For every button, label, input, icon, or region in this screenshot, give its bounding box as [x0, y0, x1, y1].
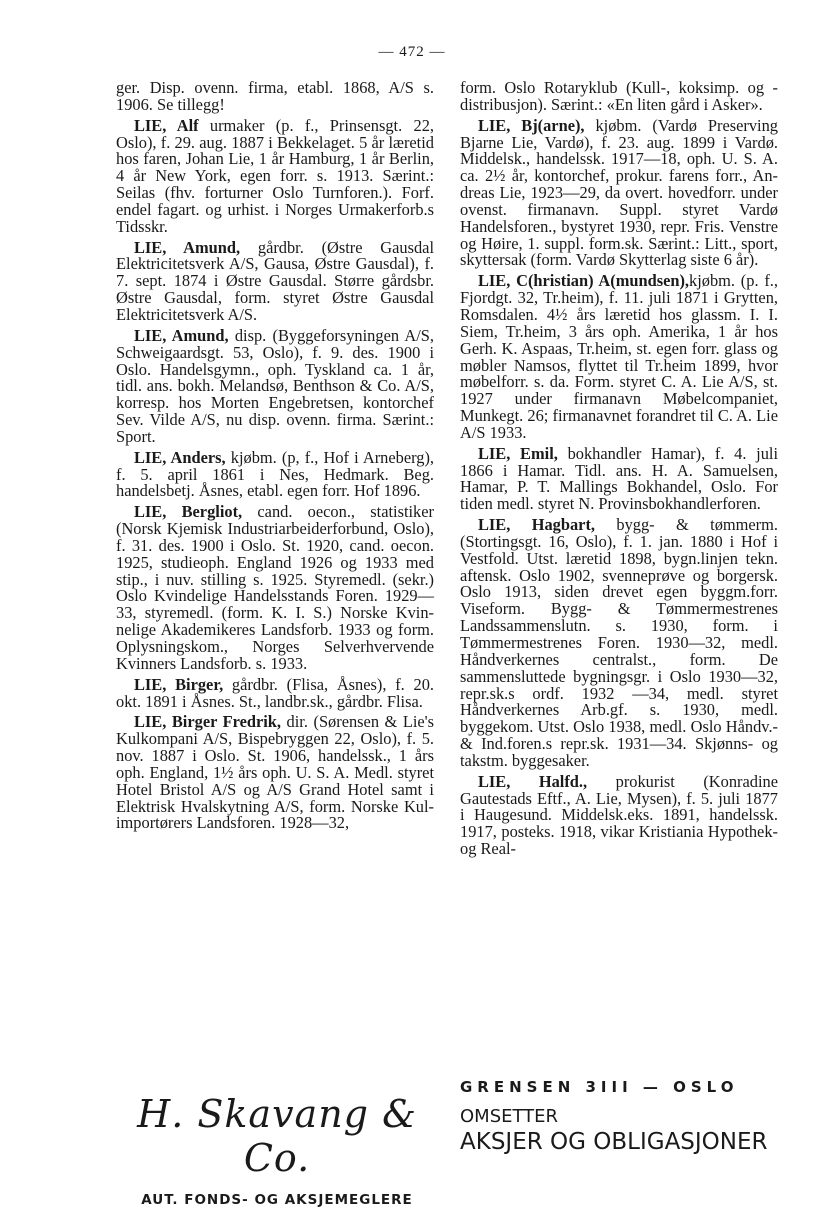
left-column: [116, 80, 434, 836]
entry-name: LIE, Birger,: [134, 674, 224, 694]
entry-text: ger. Disp. ovenn. firma, etabl. 1868, A/S s. 1906. Se tillegg!: [116, 78, 434, 114]
entry-text: kjøbm. (p. f., Fjordgt. 32, Tr.heim), f. 11. juli 1871 i Grytten, Romsdalen. 4½ års læretid hos glassm. I. I. Siem, Tr.heim, 3 års oph. Amerika, 1 år hos Gerh. K. Aspaas, Tr.heim, st. egen forr. glass og møbler Namsos, flyttet til Tr.heim 1899, hvor møbelforr. s. da. Form. styret C. A. Lie A/S, st. 1927 under firmanavn Møbelcompaniet, Munkegt. 26; firmanavnet forandret til C. A. Lie A/S 1933.: [460, 271, 778, 442]
ad-omsetter: OMSETTER: [460, 1106, 559, 1127]
entry-text: form. Oslo Rotaryklub (Kull-, koksimp. og -distribusjon). Særint.: «En liten gård i Asker».: [460, 78, 778, 114]
directory-entry: [460, 517, 778, 770]
directory-entry: [116, 504, 434, 672]
directory-entry: [116, 447, 435, 501]
directory-entry: [116, 325, 434, 446]
page-number: — 472 —: [378, 44, 446, 60]
directory-entry: [116, 674, 434, 711]
entry-name: LIE, Amund,: [134, 237, 241, 257]
skavang-logo: H. Skavang & Co.: [137, 1092, 417, 1180]
grensen-advertisement: [460, 1078, 790, 1155]
directory-entry: [460, 771, 778, 859]
entry-text: prokurist (Konradine Gautestads Eftf., A. Lie, Mysen), f. 5. juli 1877 i Haugesund. Middelsk.eks. 1891, handelssk. 1917, posteks. 1918, vikar Kristiania Hypothek- og Real-: [460, 771, 778, 859]
entry-name: LIE, Bergliot,: [134, 502, 243, 522]
entry-text: kjøbm. (p, f., Hof i Arneberg), f. 5. april 1861 i Nes, Hedmark. Beg. handelsbetj. Åsnes, etabl. egen forr. Hof 1896.: [116, 447, 435, 501]
entry-name: LIE, Emil,: [478, 443, 558, 463]
entry-text: gårdbr. (Flisa, Åsnes), f. 20. okt. 1891 i Åsnes. St., landbr.sk., gårdbr. Flisa.: [116, 674, 434, 711]
ad-aksjer: AKSJER OG OBLIGASJONER: [460, 1129, 768, 1155]
ad-address: GRENSEN 3III — OSLO: [460, 1078, 739, 1096]
entry-name: LIE, Hagbart,: [478, 515, 596, 535]
skavang-advertisement: [116, 1092, 438, 1208]
entry-text: disp. (Byggeforsyningen A/S, Schweigaardsgt. 53, Oslo), f. 9. des. 1900 i Oslo. Handelsgymn., oph. Tyskland ca. 1 år, tidl. ans. bokh. Melandsø, Benthson & Co. A/S, korresp. hos Morten Engebretsen, kontorchef Sev. Vilde A/S, nu disp. ovenn. firma. Særint.: Sport.: [116, 325, 434, 446]
directory-entry: [460, 80, 778, 114]
entry-name: LIE, Amund,: [134, 325, 229, 345]
entry-text: kjøbm. (Vardø Preserving Bjarne Lie, Vardø), f. 23. aug. 1899 i Vardø. Middelsk., handelssk. 1917—18, oph. U. S. A. ca. 2½ år, kontorchef, prokur. farens forr., Andreas Lie, 1923—29, da overt. hovedforr. under ovenst. firmanavn. Suppl. styret Vardø Handelsforen., bystyret 1930, repr. Fris. Venstre og Høire, 1. suppl. form.sk. Særint.: Litt., sport, skyttersak (form. Vardø Skytterlag siste 6 år).: [460, 115, 778, 270]
entry-name: LIE, Anders,: [134, 447, 226, 467]
directory-entry: [460, 115, 778, 270]
entry-text: bygg- & tømmerm. (Stortingsgt. 16, Oslo), f. 1. jan. 1880 i Hof i Vestfold. Utst. læretid 1898, bygn.linjen tekn. aftensk. Oslo 1902, svenneprøve og borgersk. Oslo 1913, siden drevet egen byggm.forr. Viseform. Bygg- & Tømmermestrenes Landssammenslutn. s. 1930, form. i Tømmermestrenes Foren. 1930—32, medl. Håndverkernes centralst., form. De sammensluttede bygningsgr. i Oslo 1930—32, repr.sk.s ordf. 1932 —34, medl. styret Håndverkernes Arb.gf. s. 1930, medl. byggekom. Utst. Oslo 1938, medl. Oslo Håndv.- & Ind.foren.s repr.sk. 1931—34. Skjønns- og takstm. byggesaker.: [460, 515, 778, 770]
entry-name: LIE, Birger Fredrik,: [134, 712, 282, 732]
right-column: [460, 80, 778, 862]
entry-name: LIE, Bj(arne),: [478, 115, 585, 135]
directory-entry: [116, 237, 434, 324]
entry-name: LIE, C(hristian) A(mundsen),: [478, 271, 690, 291]
entry-text: urmaker (p. f., Prinsensgt. 22, Oslo), f. 29. aug. 1887 i Bekkelaget. 5 år læretid hos faren, Johan Lie, 1 år Hamburg, 1 år Berlin, 4 år New York, egen forr. s. 1913. Særint.: Seilas (fhv. forturner Oslo Turnforen.). Forf. endel fagart. og urhist. i Norges Urmakerforb.s Tidsskr.: [116, 115, 434, 236]
entry-text: dir. (Sørensen & Lie's Kulkompani A/S, Bispebryggen 22, Oslo), f. 5. nov. 1887 i Oslo. St. 1906, handelssk., 1 års oph. England, 1½ års oph. U. S. A. Medl. styret Hotel Bristol A/S og A/S Grand Hotel samt i Elektrisk Hvalskytning A/S, form. Norske Kulimportørers Landsforen. 1928—32,: [116, 712, 434, 833]
directory-entry: [460, 273, 778, 441]
directory-entry: [116, 80, 434, 114]
directory-entry: [116, 115, 434, 236]
entry-text: cand. oecon., statistiker (Norsk Kjemisk Industriarbeiderforbund, Oslo), f. 31. des. 1900 i Oslo. St. 1920, cand. oecon. 1925, studieoph. England 1926 og 1933 med stip., i nuv. stilling s. 1925. Styremedl. (sekr.) Oslo Kvindelige Handelsstands Foren. 1929—33, styremedl. (form. K. I. S.) Norske Kvinnelige Akademikeres Landsforb. 1933 og form. Oplysningskom., Norges Selverhvervende Kvinners Landsforb. s. 1933.: [116, 502, 434, 673]
skavang-subtitle: AUT. FONDS- OG AKSJEMEGLERE: [141, 1192, 413, 1208]
entry-name: LIE, Alf: [134, 115, 199, 135]
directory-entry: [460, 443, 779, 514]
entry-name: LIE, Halfd.,: [478, 771, 588, 791]
entry-text: gårdbr. (Østre Gausdal Elektricitetsverk A/S, Gausa, Østre Gausdal), f. 7. sept. 1874 i Østre Gausdal. Større gårdsbr. Østre Gausdal, form. styret Østre Gausdal Elektricitetsverk A/S.: [116, 237, 434, 324]
directory-entry: [116, 714, 434, 832]
entry-text: bokhandler Hamar), f. 4. juli 1866 i Hamar. Tidl. ans. H. A. Samuelsen, Hamar, P. T. Mallings Bokhandel, Oslo. For tiden medl. styret N. Provinsbokhandlerforen.: [460, 443, 779, 514]
